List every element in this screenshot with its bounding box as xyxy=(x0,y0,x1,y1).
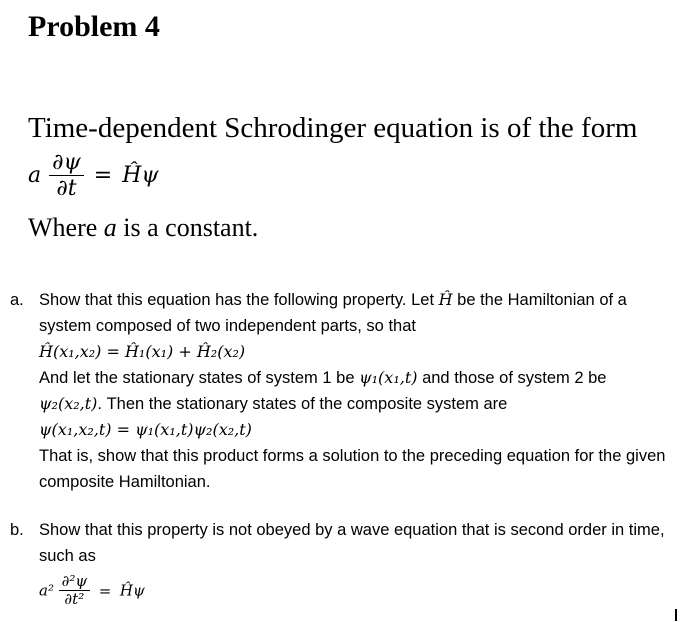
problem-title: Problem 4 xyxy=(28,10,160,43)
psi1-expression: ψ₁(x₁,t) xyxy=(359,368,418,387)
equation-rhs: Ĥψ xyxy=(122,163,159,188)
part-a-text5: . Then the stationary states of the composite system are xyxy=(97,395,508,413)
equation-numerator: ∂ψ xyxy=(52,150,81,175)
intro-text: Time-dependent Schrodinger equation is of the form xyxy=(28,112,638,144)
equation-fraction xyxy=(49,150,84,201)
part-a-body xyxy=(39,287,669,495)
composite-equation: ψ(x₁,x₂,t) = ψ₁(x₁,t)ψ₂(x₂,t) xyxy=(39,420,252,439)
part-b-marker: b. xyxy=(10,521,24,539)
part-a-text1: Show that this equation has the following property. Let xyxy=(39,291,439,309)
text-cursor xyxy=(675,609,677,621)
equation-coefficient: a xyxy=(28,163,42,188)
equation-equals: = xyxy=(93,163,113,188)
part-a-states xyxy=(39,365,669,417)
where-var: a xyxy=(103,213,117,242)
part-a-text4: and those of system 2 be xyxy=(417,369,607,387)
schrodinger-equation xyxy=(28,150,159,210)
hamiltonian-symbol: Ĥ xyxy=(438,290,453,309)
b-equation-equals: = xyxy=(98,581,112,600)
where-prefix: Where xyxy=(28,213,104,242)
part-a-marker: a. xyxy=(10,291,24,309)
where-suffix: is a constant. xyxy=(116,213,259,242)
equation-denominator: ∂t xyxy=(49,175,84,201)
b-equation-fraction xyxy=(59,573,91,608)
where-text xyxy=(28,213,258,243)
part-b-text: Show that this property is not obeyed by a wave equation that is second order in time, such as xyxy=(39,521,665,565)
part-a-text3: And let the stationary states of system 1 be xyxy=(39,369,360,387)
b-equation-coefficient: a² xyxy=(39,581,54,600)
psi2-expression: ψ₂(x₂,t) xyxy=(39,394,98,413)
b-equation-numerator: ∂²ψ xyxy=(61,572,88,590)
second-order-equation xyxy=(39,573,669,608)
part-a-intro xyxy=(39,287,669,339)
part-b-body xyxy=(39,517,669,608)
hamiltonian-equation: Ĥ(x₁,x₂) = Ĥ₁(x₁) + Ĥ₂(x₂) xyxy=(39,342,246,361)
b-equation-rhs: Ĥψ xyxy=(119,581,145,600)
b-equation-denominator: ∂t² xyxy=(59,590,91,608)
part-a-text2: be the Hamiltonian of a system composed of two independent parts, so that xyxy=(39,291,627,335)
part-a-text6: That is, show that this product forms a solution to the preceding equation for the given composite Hamiltonian. xyxy=(39,447,666,491)
